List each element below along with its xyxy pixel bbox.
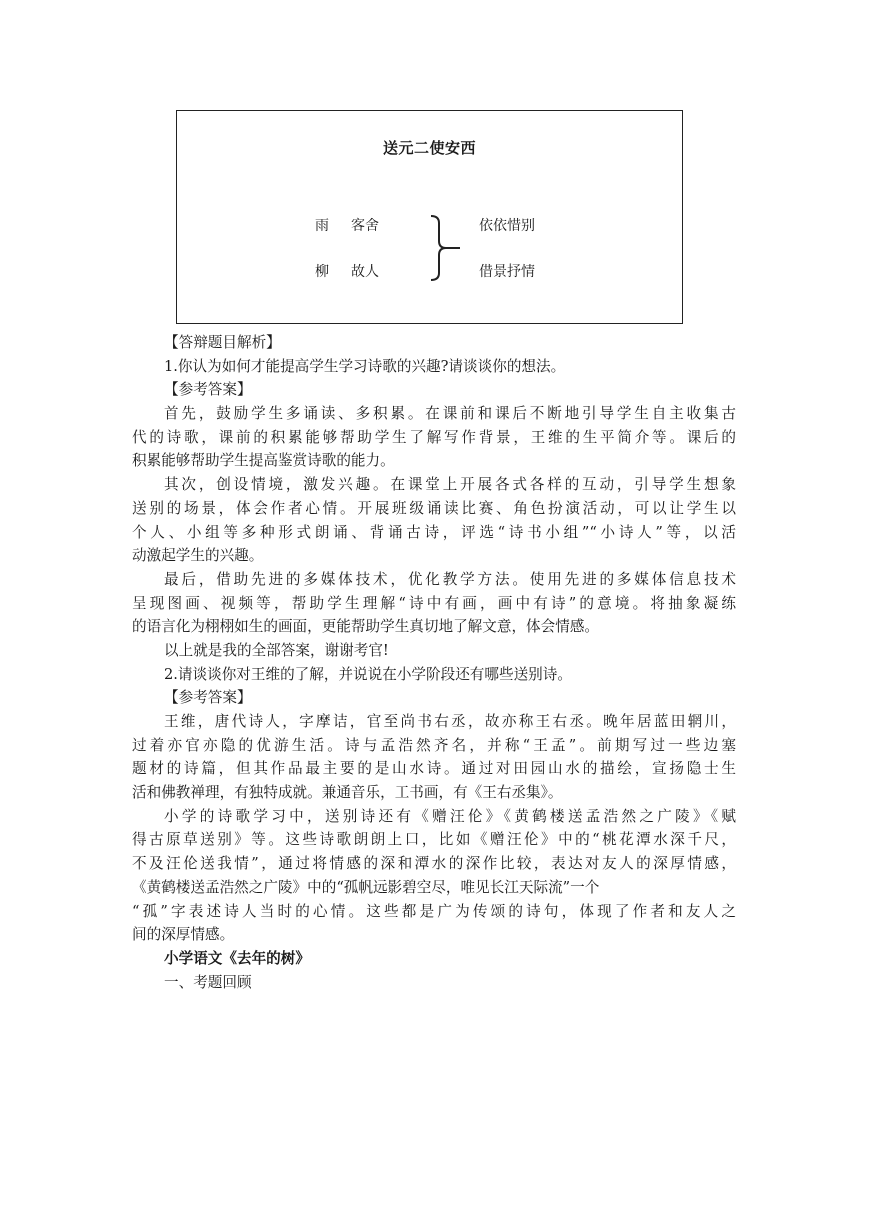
text-line: 小学语文《去年的树》 xyxy=(164,949,310,967)
text-line: 2.请谈谈你对王维的了解，并说说在小学阶段还有哪些送别诗。 xyxy=(164,665,572,683)
board-title: 送元二使安西 xyxy=(382,139,476,157)
text-line: 首先，鼓励学生多诵读、多积累。在课前和课后不断地引导学生自主收集古 xyxy=(164,405,736,423)
text-line: 不及汪伦送我情”，通过将情感的深和潭水的深作比较，表达对友人的深厚情感， xyxy=(132,855,736,873)
text-line: 【答辩题目解析】 xyxy=(164,334,281,351)
text-line: 【参考答案】 xyxy=(164,381,252,399)
text-line: 小学的诗歌学习中，送别诗还有《赠汪伦》《黄鹤楼送孟浩然之广陵》《赋 xyxy=(164,807,736,825)
text-line: 个人、小组等多种形式朗诵、背诵古诗，评选“诗书小组”“小诗人”等，以活 xyxy=(132,523,736,541)
text-line: 积累能够帮助学生提高鉴赏诗歌的能力。 xyxy=(132,452,395,470)
answer-text-body xyxy=(132,331,736,994)
keyword-guren: 故人 xyxy=(351,264,379,280)
text-line: 的语言化为栩栩如生的画面，更能帮助学生真切地了解文意，体会情感。 xyxy=(132,618,600,636)
text-line: 题材的诗篇，但其作品最主要的是山水诗。通过对田园山水的描绘，宣扬隐士生 xyxy=(132,760,736,778)
keyword-kesha: 客舍 xyxy=(351,218,379,234)
blackboard-design-box xyxy=(176,110,683,324)
text-line: 动激起学生的兴趣。 xyxy=(132,547,264,565)
text-line: 其次，创设情境，激发兴趣。在课堂上开展各式各样的互动，引导学生想象 xyxy=(164,476,736,494)
text-line: 《黄鹤楼送孟浩然之广陵》中的“孤帆远影碧空尽，唯见长江天际流”一个 xyxy=(132,878,600,896)
text-line: 呈现图画、视频等，帮助学生理解“诗中有画，画中有诗”的意境。将抽象凝练 xyxy=(132,594,736,612)
keyword-yu: 雨 xyxy=(315,218,329,234)
text-line: 1.你认为如何才能提高学生学习诗歌的兴趣?请谈谈你的想法。 xyxy=(164,357,566,375)
text-line: 间的深厚情感。 xyxy=(132,926,235,944)
text-line: 送别的场景，体会作者心情。开展班级诵读比赛、角色扮演活动，可以让学生以 xyxy=(132,499,736,517)
text-line: 以上就是我的全部答案，谢谢考官! xyxy=(164,641,389,659)
text-line: 活和佛教禅理，有独特成就。兼通音乐，工书画，有《王右丞集》。 xyxy=(132,784,563,802)
keyword-jiejingshuqing: 借景抒情 xyxy=(479,264,535,280)
text-line: 过着亦官亦隐的优游生活。诗与孟浩然齐名，并称“王孟”。前期写过一些边塞 xyxy=(132,736,736,754)
text-line: 王维，唐代诗人，字摩诘，官至尚书右丞，故亦称王右丞。晚年居蓝田辋川， xyxy=(164,713,736,730)
text-line: 一、考题回顾 xyxy=(164,973,252,991)
keyword-liu: 柳 xyxy=(315,264,329,280)
text-line: “孤”字表述诗人当时的心情。这些都是广为传颂的诗句，体现了作者和友人之 xyxy=(132,902,736,920)
text-line: 最后，借助先进的多媒体技术，优化教学方法。使用先进的多媒体信息技术 xyxy=(164,570,736,588)
text-line: 得古原草送别》等。这些诗歌朗朗上口，比如《赠汪伦》中的“桃花潭水深千尺， xyxy=(132,831,736,849)
keyword-yiyixibie: 依依惜别 xyxy=(479,218,535,234)
text-line: 代的诗歌，课前的积累能够帮助学生了解写作背景，王维的生平简介等。课后的 xyxy=(132,428,736,446)
right-brace-icon xyxy=(429,215,461,281)
text-line: 【参考答案】 xyxy=(164,689,252,707)
